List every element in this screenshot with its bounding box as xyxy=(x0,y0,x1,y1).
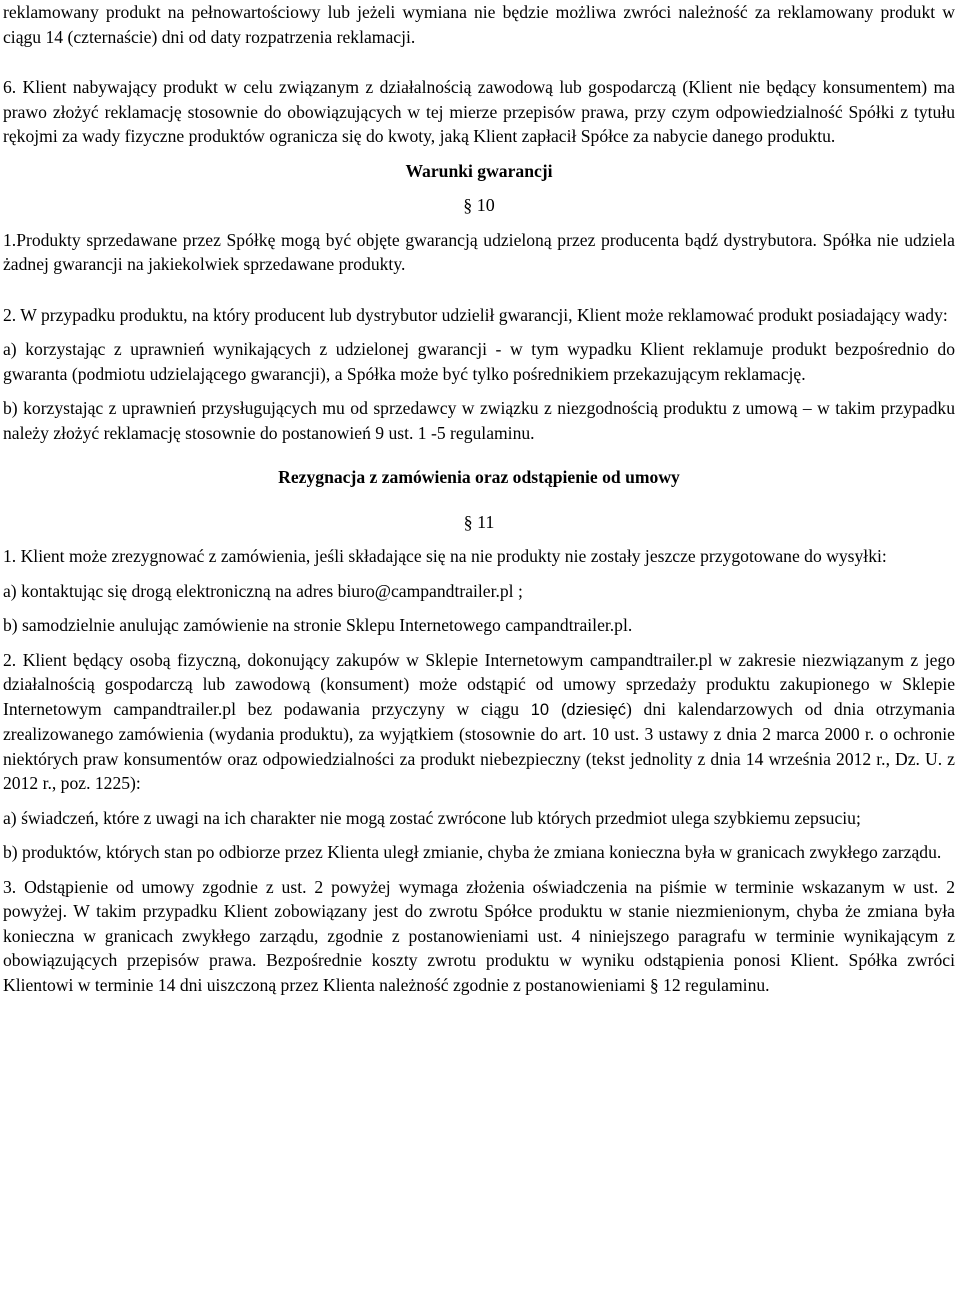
paragraph-11-2 xyxy=(3,648,955,796)
days-count: 10 (dziesięć xyxy=(530,700,627,719)
heading-warranty: Warunki gwarancji xyxy=(405,160,553,181)
paragraph-11-3: 3. Odstąpienie od umowy zgodnie z ust. 2 powyżej wymaga złożenia oświadczenia na piśmie w terminie wskazanym w ust. 2 powyżej. W takim przypadku Klient zobowiązany jest do zwrotu Spółce produktu w stanie niezmienionym, chyba że zmiana była konieczna w granicach zwykłego zarządu, zgodnie z postanowieniami ust. 4 niniejszego paragrafu w terminie wynikającym z obowiązujących przepisów prawa. Bezpośrednie koszty zwrotu produktu w wyniku odstąpienia ponosi Klient. Spółka zwróci Klientowi w terminie 14 dni uiszczoną przez Klienta należność zgodnie z postanowieniami § 12 regulaminu. xyxy=(3,876,955,995)
paragraph-intro: reklamowany produkt na pełnowartościowy lub jeżeli wymiana nie będzie możliwa zwróci należność za reklamowany produkt w ciągu 14 (czternaście) dni od daty rozpatrzenia reklamacji. xyxy=(3,2,955,47)
paragraph-10-1: 1.Produkty sprzedawane przez Spółkę mogą być objęte gwarancją udzieloną przez producenta bądź dystrybutora. Spółka nie udziela żadnej gwarancji na jakiekolwiek sprzedawane produkty. xyxy=(3,229,955,274)
paragraph-11-1a: a) kontaktując się drogą elektroniczną na adres biuro@campandtrailer.pl ; xyxy=(3,580,523,601)
paragraph-11-2-text-start: 2. Klient będący osobą fizyczną, dokonujący zakupów w Sklepie Internetowym campandtrailer.pl w zakresie niezwiązanym z jego działalnością gospodarczą lub zawodową (konsument) może odstąpić od umowy sprzedaży produktu zakupionego w Sklepie Internetowym campandtrailer.pl bez podawania przyczyny w ciągu xyxy=(3,649,955,719)
paragraph-11-1b: b) samodzielnie anulując zamówienie na stronie Sklepu Internetowego campandtrailer.pl. xyxy=(3,615,633,635)
section-11-marker: § 11 xyxy=(463,511,495,532)
section-10-marker: § 10 xyxy=(463,195,495,215)
paragraph-11-1: 1. Klient może zrezygnować z zamówienia, jeśli składające się na nie produkty nie zostały jeszcze przygotowane do wysyłki: xyxy=(3,546,887,566)
paragraph-11-2-text-end: ) dni kalendarzowych od dnia otrzymania zrealizowanego zamówienia (wydania produktu), za wyjątkiem (stosownie do art. 10 ust. 3 ustawy z dnia 2 marca 2000 r. o ochronie niektórych praw konsumentów oraz odpowiedzialności za produkt niebezpieczny (tekst jednolity z dnia 14 września 2012 r., Dz. U. z 2012 r., poz. 1225): xyxy=(3,698,956,793)
paragraph-11-2a: a) świadczeń, które z uwagi na ich charakter nie mogą zostać zwrócone lub których przedmiot ulega szybkiemu zepsuciu; xyxy=(3,807,861,828)
paragraph-11-2b: b) produktów, których stan po odbiorze przez Klienta uległ zmianie, chyba że zmiana konieczna była w granicach zwykłego zarządu. xyxy=(3,842,942,862)
paragraph-10-2: 2. W przypadku produktu, na który producent lub dystrybutor udzielił gwarancji, Klient może reklamować produkt posiadający wady: xyxy=(3,304,948,325)
paragraph-6: 6. Klient nabywający produkt w celu związanym z działalnością zawodową lub gospodarczą (Klient nie będący konsumentem) ma prawo złożyć reklamację stosownie do obowiązujących w tej mierze przepisów prawa, przy czym odpowiedzialność Spółki z tytułu rękojmi za wady fizyczne produktów ogranicza się do kwoty, jaką Klient zapłacił Spółce za nabycie danego produktu. xyxy=(3,77,955,146)
paragraph-10-2b: b) korzystając z uprawnień przysługujących mu od sprzedawcy w związku z niezgodnością produktu z umową – w takim przypadku należy złożyć reklamację stosownie do postanowień 9 ust. 1 -5 regulaminu. xyxy=(3,398,955,443)
heading-cancellation: Rezygnacja z zamówienia oraz odstąpienie od umowy xyxy=(278,467,680,487)
paragraph-10-2a: a) korzystając z uprawnień wynikających z udzielonej gwarancji - w tym wypadku Klient reklamuje produkt bezpośrednio do gwaranta (podmiotu udzielającego gwarancji), a Spółka może być tylko pośrednikiem przekazującym reklamację. xyxy=(3,339,955,384)
